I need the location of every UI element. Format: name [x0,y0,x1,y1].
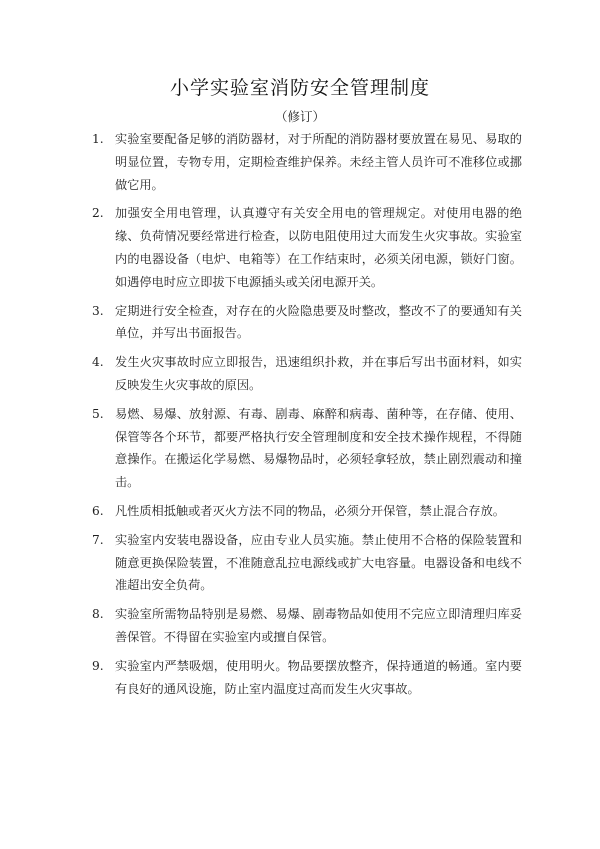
rule-text: 定期进行安全检查，对存在的火险隐患要及时整改，整改不了的要通知有关单位，并写出书面报告。 [115,303,522,341]
rule-number: 6. [92,503,104,518]
rule-number: 8. [92,607,104,622]
rule-item [92,128,522,196]
rule-text: 实验室所需物品特别是易燃、易爆、剧毒物品如使用不完应立即清理归库妥善保管。不得留在实验室内或擅自保管。 [115,607,522,644]
rule-item [92,202,522,293]
rule-text: 易燃、易爆、放射源、有毒、剧毒、麻醉和病毒、菌种等，在存储、使用、保管等各个环节，都要严格执行安全管理制度和安全技术操作规程，不得随意操作。在搬运化学易燃、易爆物品时，必须轻拿轻放，禁止剧烈震动和撞击。 [115,406,522,490]
rule-number: 9. [92,658,104,673]
rule-number: 1. [92,132,104,146]
rule-item [92,351,522,397]
rule-item [92,300,522,346]
document-title: 小学实验室消防安全管理制度 [169,77,430,99]
rule-item [92,529,522,597]
rule-item [92,403,522,494]
rule-item [92,500,522,523]
rule-item [92,603,522,649]
rule-item [92,655,522,701]
rule-text: 实验室要配备足够的消防器材，对于所配的消防器材要放置在易见、易取的明显位置，专物专用，定期检查维护保养。未经主管人员许可不准移位或挪做它用。 [115,132,522,192]
rule-text: 凡性质相抵触或者灭火方法不同的物品，必须分开保管，禁止混合存放。 [115,503,505,518]
rule-text: 实验室内严禁吸烟，使用明火。物品要摆放整齐，保持通道的畅通。室内要有良好的通风设施，防止室内温度过高而发生火灾事故。 [115,658,522,696]
rule-text: 加强安全用电管理，认真遵守有关安全用电的管理规定。对使用电器的绝缘、负荷情况要经常进行检查，以防电阻使用过大而发生火灾事故。实验室内的电器设备（电炉、电箱等）在工作结束时，必须关闭电源，锁好门窗。如遇停电时应立即拔下电源插头或关闭电源开关。 [115,206,522,289]
rule-number: 7. [92,532,104,547]
rule-number: 3. [92,303,104,318]
rule-number: 4. [92,355,104,370]
rule-number: 5. [92,406,104,421]
rule-text: 实验室内安装电器设备，应由专业人员实施。禁止使用不合格的保险装置和随意更换保险装置，不准随意乱拉电源线或扩大电容量。电器设备和电线不准超出安全负荷。 [115,532,522,593]
document-subtitle: （修订） [274,109,325,124]
rule-text: 发生火灾事故时应立即报告，迅速组织扑救，并在事后写出书面材料，如实反映发生火灾事故的原因。 [115,355,522,392]
rules-list [92,128,522,706]
rule-number: 2. [92,206,104,221]
